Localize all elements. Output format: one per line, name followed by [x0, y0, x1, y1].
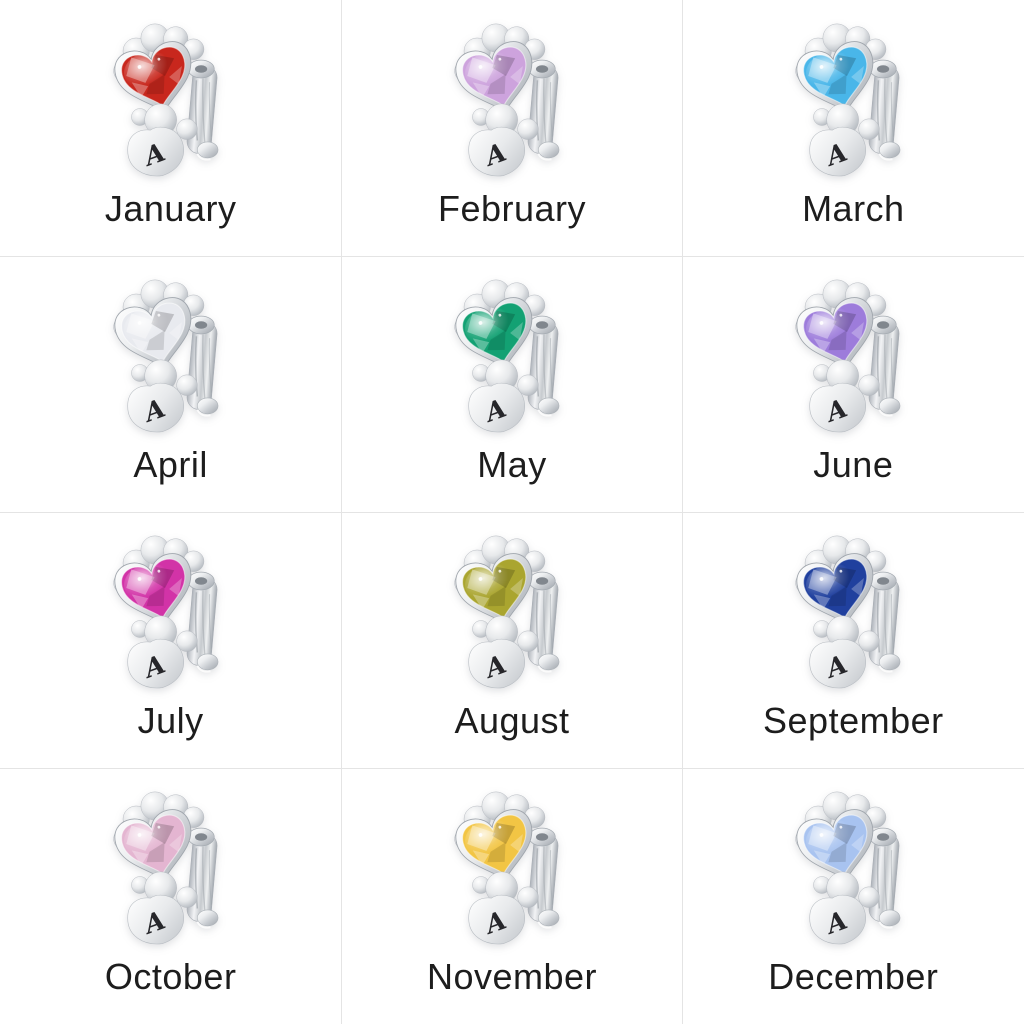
charm-image [795, 790, 911, 948]
month-cell-february [341, 0, 682, 256]
month-cell-october [0, 768, 341, 1024]
charm-image [795, 278, 911, 436]
charm-image [795, 534, 911, 692]
month-label: April [133, 444, 208, 485]
charm-image [113, 22, 229, 180]
charm-letter: A [822, 136, 852, 172]
grid-divider-horizontal-1 [0, 256, 1024, 257]
barrel-icon [527, 316, 559, 416]
charm-letter: A [481, 136, 511, 172]
month-cell-may [341, 256, 682, 512]
month-cell-september [683, 512, 1024, 768]
month-label: March [802, 188, 905, 229]
barrel-icon [186, 316, 218, 416]
charm-image [454, 278, 570, 436]
barrel-icon [527, 572, 559, 672]
month-label: July [137, 700, 204, 741]
grid-divider-horizontal-2 [0, 512, 1024, 513]
charm-image [795, 22, 911, 180]
charm-letter: A [822, 904, 852, 940]
month-label: October [104, 956, 237, 997]
month-label: August [454, 700, 570, 741]
barrel-icon [186, 572, 218, 672]
charm-letter: A [481, 904, 511, 940]
month-label: January [104, 188, 237, 229]
charm-letter: A [822, 648, 852, 684]
charm-image [113, 790, 229, 948]
month-label: September [763, 700, 944, 741]
barrel-icon [527, 828, 559, 928]
charm-image [454, 790, 570, 948]
barrel-icon [868, 828, 900, 928]
grid-divider-horizontal-3 [0, 768, 1024, 769]
month-cell-april [0, 256, 341, 512]
charm-letter: A [481, 648, 511, 684]
charm-letter: A [139, 904, 169, 940]
barrel-icon [186, 828, 218, 928]
barrel-icon [868, 316, 900, 416]
charm-letter: A [822, 392, 852, 428]
month-label: June [813, 444, 894, 485]
charm-letter: A [139, 392, 169, 428]
month-label: December [768, 956, 939, 997]
barrel-icon [868, 572, 900, 672]
charm-letter: A [481, 392, 511, 428]
month-cell-november [341, 768, 682, 1024]
charm-letter: A [139, 648, 169, 684]
charm-image [454, 534, 570, 692]
month-label: May [477, 444, 547, 485]
charm-image [454, 22, 570, 180]
month-cell-march [683, 0, 1024, 256]
month-cell-july [0, 512, 341, 768]
charm-image [113, 278, 229, 436]
month-label: November [426, 956, 598, 997]
month-label: February [437, 188, 587, 229]
month-cell-december [683, 768, 1024, 1024]
month-cell-august [341, 512, 682, 768]
month-cell-june [683, 256, 1024, 512]
barrel-icon [527, 60, 559, 160]
charm-image [113, 534, 229, 692]
charm-letter: A [139, 136, 169, 172]
barrel-icon [186, 60, 218, 160]
barrel-icon [868, 60, 900, 160]
month-cell-january [0, 0, 341, 256]
